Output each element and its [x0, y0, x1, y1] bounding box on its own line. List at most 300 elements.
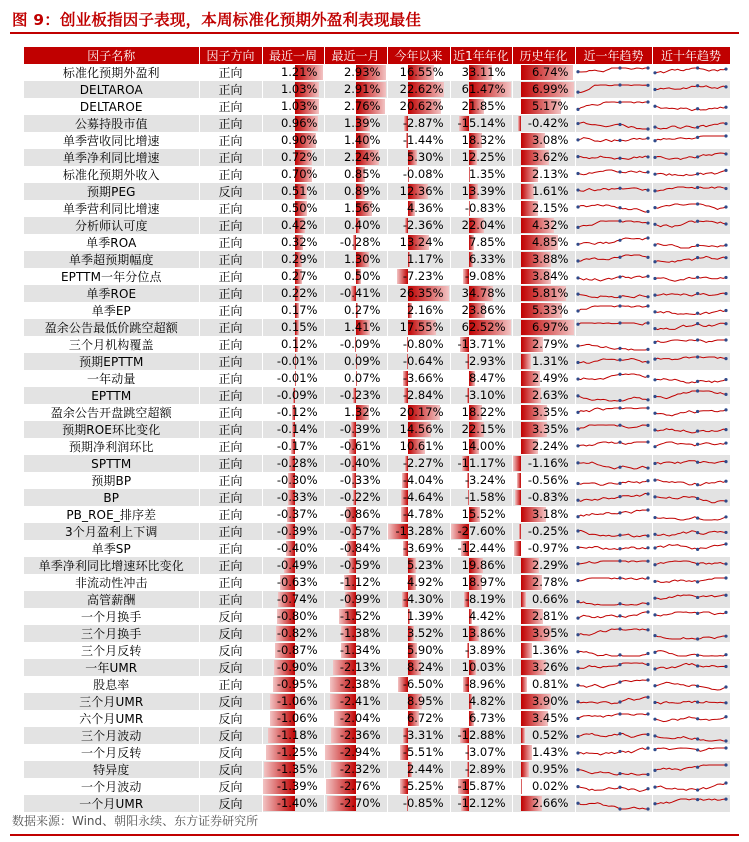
trend-marker — [646, 406, 649, 409]
last-week-cell — [262, 353, 324, 370]
factor-name-cell: 非流动性冲击 — [24, 574, 199, 591]
trend-marker — [724, 338, 727, 341]
trend-marker — [646, 559, 649, 562]
last-week-cell — [262, 540, 324, 557]
last-month-cell — [324, 268, 387, 285]
table-row — [24, 778, 730, 795]
value-text: 61.47% — [461, 82, 506, 96]
1y-annualized-cell — [450, 217, 512, 234]
value-text: -0.80% — [402, 337, 444, 351]
value-text: -0.28% — [276, 456, 318, 470]
trend-marker — [653, 768, 656, 771]
value-text: 0.66% — [531, 592, 569, 606]
ytd-cell — [387, 115, 450, 132]
factor-name-cell: 公募持股市值 — [24, 115, 199, 132]
factor-name-cell: 三个月换手 — [24, 625, 199, 642]
trend-marker — [653, 785, 656, 788]
value-text: -1.34% — [339, 643, 381, 657]
trend-marker — [618, 206, 621, 209]
value-text: 1.43% — [531, 745, 569, 759]
value-text: 2.79% — [531, 337, 569, 351]
value-text: 3.52% — [406, 626, 444, 640]
trend-marker — [724, 152, 727, 155]
trend-line — [655, 153, 726, 160]
last-month-cell — [324, 676, 387, 693]
value-text: 6.72% — [406, 711, 444, 725]
trend-line — [655, 442, 726, 447]
hist-annualized-cell — [512, 319, 575, 336]
last-month-cell — [324, 285, 387, 302]
value-text: -2.93% — [464, 354, 506, 368]
table-row — [24, 64, 730, 81]
value-text: 1.32% — [343, 405, 381, 419]
table-row — [24, 98, 730, 115]
value-text: 2.24% — [343, 150, 381, 164]
1y-annualized-cell — [450, 268, 512, 285]
last-month-cell — [324, 64, 387, 81]
hist-annualized-cell — [512, 200, 575, 217]
hist-annualized-cell — [512, 489, 575, 506]
1y-annualized-cell — [450, 98, 512, 115]
value-text: 3.18% — [531, 507, 569, 521]
last-week-cell — [262, 149, 324, 166]
hist-annualized-cell — [512, 472, 575, 489]
value-text: 1.35% — [468, 167, 506, 181]
trend-marker — [618, 186, 621, 189]
trend-10y-cell — [652, 387, 730, 404]
trend-marker — [653, 700, 656, 703]
last-week-cell — [262, 370, 324, 387]
trend-10y-sparkline — [653, 762, 728, 778]
trend-marker — [696, 748, 699, 751]
value-text: -3.31% — [402, 728, 444, 742]
trend-1y-cell — [575, 81, 652, 98]
value-text: -3.07% — [464, 745, 506, 759]
trend-marker — [576, 751, 579, 754]
value-text: 1.03% — [280, 99, 318, 113]
trend-marker — [696, 321, 699, 324]
trend-marker — [696, 611, 699, 614]
factor-direction-cell: 正向 — [199, 149, 262, 166]
value-text: -0.61% — [339, 439, 381, 453]
trend-1y-sparkline — [576, 184, 650, 200]
trend-line — [655, 612, 726, 616]
1y-annualized-cell — [450, 693, 512, 710]
trend-marker — [724, 542, 727, 545]
factor-direction-cell: 正向 — [199, 421, 262, 438]
trend-line — [578, 786, 648, 791]
trend-marker — [646, 610, 649, 613]
trend-marker — [646, 170, 649, 173]
trend-marker — [646, 628, 649, 631]
trend-10y-cell — [652, 523, 730, 540]
trend-10y-sparkline — [653, 592, 728, 608]
trend-1y-cell — [575, 149, 652, 166]
last-week-cell — [262, 455, 324, 472]
table-row — [24, 404, 730, 421]
ytd-cell — [387, 727, 450, 744]
table-row — [24, 591, 730, 608]
trend-marker — [576, 633, 579, 636]
factor-direction-cell: 正向 — [199, 98, 262, 115]
value-text: -15.87% — [457, 779, 506, 793]
value-text: -0.01% — [276, 371, 318, 385]
value-text: 3.08% — [531, 133, 569, 147]
hist-annualized-cell — [512, 659, 575, 676]
trend-1y-sparkline — [576, 728, 650, 744]
hist-annualized-cell — [512, 591, 575, 608]
factor-performance-table — [24, 47, 731, 812]
trend-marker — [618, 465, 621, 468]
col-header-last-month[interactable]: 最近一月 — [324, 47, 387, 64]
trend-line — [578, 578, 648, 581]
factor-name-cell: 预期净利润环比 — [24, 438, 199, 455]
value-text: 12.25% — [461, 150, 506, 164]
value-text: -27.60% — [457, 524, 506, 538]
factor-name-cell: DELTAROE — [24, 98, 199, 115]
trend-marker — [653, 613, 656, 616]
col-header-1y-trend[interactable]: 近一年趋势 — [575, 47, 652, 64]
value-bar — [521, 592, 526, 607]
ytd-cell — [387, 659, 450, 676]
trend-1y-sparkline — [576, 286, 650, 302]
trend-marker — [724, 763, 727, 766]
ytd-cell — [387, 183, 450, 200]
value-text: 5.33% — [531, 303, 569, 317]
col-header-last-week[interactable]: 最近一周 — [262, 47, 324, 64]
ytd-cell — [387, 523, 450, 540]
table-row — [24, 285, 730, 302]
hist-annualized-cell — [512, 778, 575, 795]
ytd-cell — [387, 557, 450, 574]
trend-10y-sparkline — [653, 184, 728, 200]
table-row — [24, 455, 730, 472]
value-bar — [521, 677, 527, 692]
factor-direction-cell: 正向 — [199, 404, 262, 421]
hist-annualized-cell — [512, 676, 575, 693]
trend-marker — [696, 311, 699, 314]
1y-annualized-cell — [450, 795, 512, 812]
value-text: 3.45% — [531, 711, 569, 725]
trend-1y-sparkline — [576, 524, 650, 540]
trend-line — [578, 493, 648, 501]
trend-marker — [653, 189, 656, 192]
value-text: -0.23% — [339, 388, 381, 402]
factor-name-cell: DELTAROA — [24, 81, 199, 98]
value-text: 6.97% — [531, 320, 569, 334]
table-row — [24, 506, 730, 523]
ytd-cell — [387, 608, 450, 625]
value-text: -2.36% — [339, 728, 381, 742]
trend-10y-sparkline — [653, 65, 728, 81]
trend-marker — [576, 616, 579, 619]
table-row — [24, 438, 730, 455]
value-text: 19.86% — [461, 558, 506, 572]
value-text: -5.25% — [402, 779, 444, 793]
trend-1y-cell — [575, 234, 652, 251]
1y-annualized-cell — [450, 387, 512, 404]
value-text: -15.14% — [457, 116, 506, 130]
factor-name-cell: 预期ROE环比变化 — [24, 421, 199, 438]
col-header-hist-annualized[interactable]: 历史年化 — [512, 47, 575, 64]
trend-line — [655, 701, 726, 704]
trend-marker — [618, 511, 621, 514]
table-row — [24, 149, 730, 166]
trend-marker — [576, 410, 579, 413]
last-month-cell — [324, 115, 387, 132]
trend-1y-sparkline — [576, 133, 650, 149]
last-month-cell — [324, 336, 387, 353]
table-row — [24, 336, 730, 353]
trend-1y-cell — [575, 132, 652, 149]
value-text: 7.85% — [468, 235, 506, 249]
trend-1y-cell — [575, 710, 652, 727]
trend-line — [655, 716, 726, 721]
trend-10y-cell — [652, 591, 730, 608]
factor-direction-cell: 正向 — [199, 574, 262, 591]
trend-line — [578, 238, 648, 244]
value-text: -0.85% — [402, 796, 444, 810]
trend-10y-sparkline — [653, 609, 728, 625]
value-text: -4.04% — [402, 473, 444, 487]
last-week-cell — [262, 557, 324, 574]
trend-1y-cell — [575, 540, 652, 557]
hist-annualized-cell — [512, 234, 575, 251]
table-header-row — [24, 47, 730, 64]
last-month-cell — [324, 506, 387, 523]
value-text: -0.83% — [464, 201, 506, 215]
1y-annualized-cell — [450, 319, 512, 336]
table-row — [24, 625, 730, 642]
col-header-direction[interactable]: 因子方向 — [199, 47, 262, 64]
hist-annualized-cell — [512, 642, 575, 659]
1y-annualized-cell — [450, 353, 512, 370]
col-header-1y-annualized[interactable]: 近1年年化 — [450, 47, 512, 64]
trend-marker — [653, 633, 656, 636]
hist-annualized-cell — [512, 540, 575, 557]
last-week-cell — [262, 727, 324, 744]
trend-marker — [576, 481, 579, 484]
value-text: -0.33% — [339, 473, 381, 487]
trend-marker — [576, 121, 579, 124]
ytd-cell — [387, 676, 450, 693]
value-text: 22.62% — [399, 82, 444, 96]
value-bar — [521, 762, 528, 777]
trend-10y-cell — [652, 795, 730, 812]
trend-line — [578, 442, 648, 446]
trend-10y-sparkline — [653, 167, 728, 183]
trend-10y-sparkline — [653, 711, 728, 727]
trend-marker — [696, 496, 699, 499]
col-header-ytd[interactable]: 今年以来 — [387, 47, 450, 64]
ytd-cell — [387, 166, 450, 183]
value-text: -1.58% — [464, 490, 506, 504]
trend-marker — [618, 398, 621, 401]
last-month-cell — [324, 387, 387, 404]
value-text: -2.89% — [464, 762, 506, 776]
trend-marker — [653, 357, 656, 360]
trend-line — [578, 769, 648, 774]
trend-1y-cell — [575, 302, 652, 319]
factor-name-cell: BP — [24, 489, 199, 506]
trend-marker — [646, 136, 649, 139]
trend-marker — [653, 104, 656, 107]
trend-marker — [696, 717, 699, 720]
trend-marker — [646, 508, 649, 511]
value-text: 2.44% — [406, 762, 444, 776]
trend-10y-sparkline — [653, 779, 728, 795]
trend-1y-sparkline — [576, 507, 650, 523]
trend-1y-cell — [575, 523, 652, 540]
trend-1y-sparkline — [576, 269, 650, 285]
trend-1y-cell — [575, 455, 652, 472]
value-text: -1.25% — [276, 745, 318, 759]
value-bar — [514, 541, 521, 556]
table-row — [24, 115, 730, 132]
trend-1y-cell — [575, 268, 652, 285]
value-text: -11.17% — [457, 456, 506, 470]
value-text: 0.27% — [343, 303, 381, 317]
value-text: -0.28% — [339, 235, 381, 249]
trend-marker — [646, 746, 649, 749]
trend-line — [578, 156, 648, 159]
title-rule — [10, 32, 739, 34]
factor-direction-cell: 反向 — [199, 625, 262, 642]
col-header-factor-name[interactable]: 因子名称 — [24, 47, 199, 64]
trend-1y-sparkline — [576, 388, 650, 404]
factor-name-cell: 一年UMR — [24, 659, 199, 676]
value-text: 0.29% — [280, 252, 318, 266]
trend-marker — [576, 700, 579, 703]
factor-direction-cell: 正向 — [199, 557, 262, 574]
trend-marker — [646, 651, 649, 654]
factor-direction-cell: 正向 — [199, 438, 262, 455]
table-row — [24, 608, 730, 625]
ytd-cell — [387, 319, 450, 336]
trend-marker — [646, 807, 649, 810]
value-text: 20.62% — [399, 99, 444, 113]
factor-name-cell: 单季SP — [24, 540, 199, 557]
trend-marker — [576, 90, 579, 93]
trend-marker — [653, 667, 656, 670]
factor-name-cell: EPTTM一年分位点 — [24, 268, 199, 285]
last-week-cell — [262, 761, 324, 778]
trend-marker — [646, 347, 649, 350]
factor-direction-cell: 正向 — [199, 353, 262, 370]
trend-marker — [653, 445, 656, 448]
1y-annualized-cell — [450, 676, 512, 693]
value-text: -0.25% — [527, 524, 569, 538]
value-text: -0.56% — [527, 473, 569, 487]
trend-line — [655, 136, 726, 141]
table-row — [24, 81, 730, 98]
value-text: 15.52% — [461, 507, 506, 521]
trend-marker — [576, 188, 579, 191]
1y-annualized-cell — [450, 625, 512, 642]
trend-line — [655, 391, 726, 399]
trend-line — [578, 663, 648, 668]
col-header-10y-trend[interactable]: 近十年趋势 — [652, 47, 730, 64]
value-text: -1.06% — [276, 694, 318, 708]
trend-marker — [653, 515, 656, 518]
trend-1y-sparkline — [576, 354, 650, 370]
factor-direction-cell: 正向 — [199, 234, 262, 251]
trend-marker — [696, 275, 699, 278]
trend-1y-sparkline — [576, 218, 650, 234]
factor-direction-cell: 反向 — [199, 642, 262, 659]
trend-1y-cell — [575, 200, 652, 217]
ytd-cell — [387, 489, 450, 506]
ytd-cell — [387, 625, 450, 642]
last-month-cell — [324, 489, 387, 506]
trend-marker — [618, 749, 621, 752]
trend-marker — [646, 678, 649, 681]
trend-1y-cell — [575, 472, 652, 489]
trend-line — [578, 546, 648, 549]
trend-marker — [696, 653, 699, 656]
factor-name-cell: 单季净利同比增速环比变化 — [24, 557, 199, 574]
trend-10y-cell — [652, 506, 730, 523]
trend-10y-cell — [652, 149, 730, 166]
trend-10y-sparkline — [653, 456, 728, 472]
value-text: -0.37% — [276, 507, 318, 521]
table-row — [24, 727, 730, 744]
value-text: 1.56% — [343, 201, 381, 215]
trend-line — [655, 682, 726, 690]
trend-line — [655, 310, 726, 314]
value-text: -0.08% — [402, 167, 444, 181]
trend-marker — [653, 684, 656, 687]
trend-1y-cell — [575, 778, 652, 795]
trend-1y-cell — [575, 183, 652, 200]
last-month-cell — [324, 438, 387, 455]
value-text: -3.10% — [464, 388, 506, 402]
trend-marker — [724, 685, 727, 688]
trend-10y-cell — [652, 132, 730, 149]
trend-marker — [696, 788, 699, 791]
last-week-cell — [262, 166, 324, 183]
trend-10y-sparkline — [653, 728, 728, 744]
value-text: 13.86% — [461, 626, 506, 640]
trend-marker — [646, 662, 649, 665]
trend-1y-sparkline — [576, 371, 650, 387]
last-month-cell — [324, 132, 387, 149]
trend-marker — [653, 378, 656, 381]
1y-annualized-cell — [450, 183, 512, 200]
trend-marker — [724, 392, 727, 395]
trend-marker — [696, 580, 699, 583]
1y-annualized-cell — [450, 744, 512, 761]
trend-line — [578, 697, 648, 704]
trend-marker — [696, 243, 699, 246]
trend-marker — [696, 798, 699, 801]
trend-marker — [724, 256, 727, 259]
trend-marker — [696, 379, 699, 382]
value-text: 0.95% — [531, 762, 569, 776]
trend-1y-cell — [575, 676, 652, 693]
trend-1y-cell — [575, 438, 652, 455]
trend-10y-cell — [652, 693, 730, 710]
value-text: -1.39% — [276, 779, 318, 793]
factor-name-cell: 单季超预期幅度 — [24, 251, 199, 268]
factor-name-cell: 特异度 — [24, 761, 199, 778]
trend-marker — [653, 243, 656, 246]
trend-marker — [696, 135, 699, 138]
value-text: 13.39% — [461, 184, 506, 198]
trend-line — [655, 323, 726, 329]
hist-annualized-cell — [512, 744, 575, 761]
hist-annualized-cell — [512, 268, 575, 285]
